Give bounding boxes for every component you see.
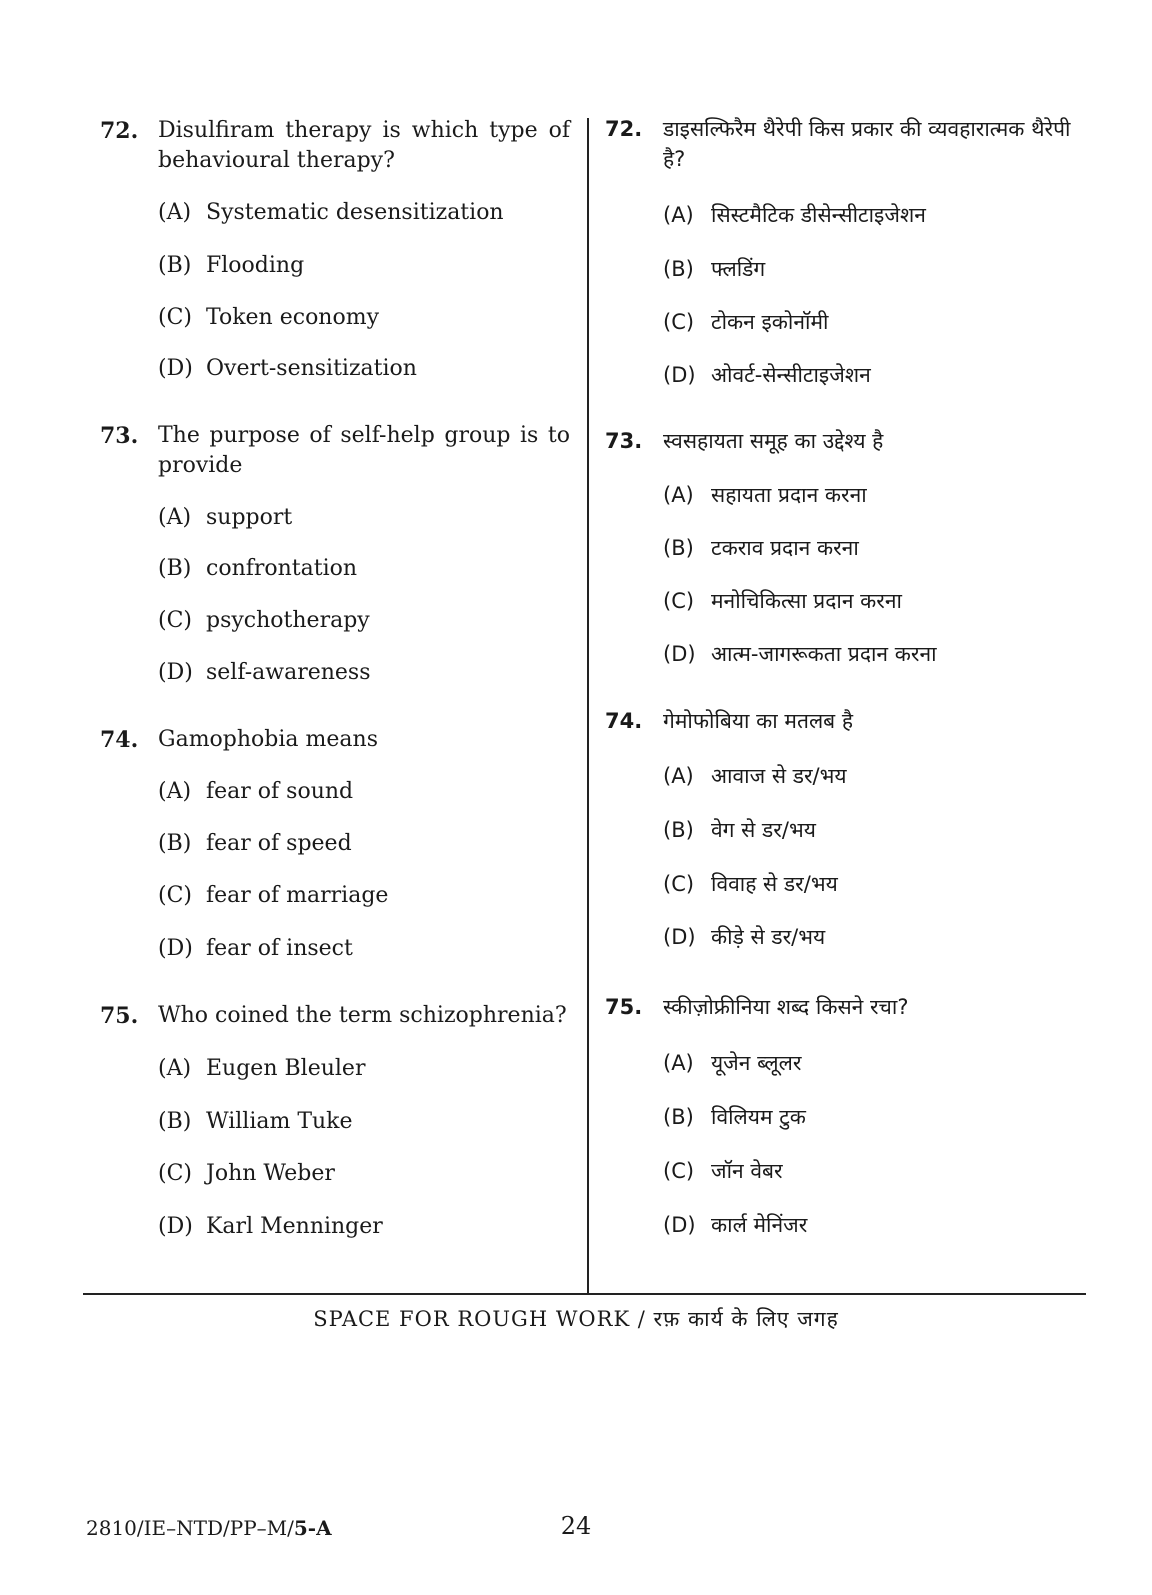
question-text: स्वसहायता समूह का उद्देश्य है <box>663 429 884 453</box>
option-b: (B) टकराव प्रदान करना <box>663 536 859 560</box>
question-74-en <box>100 725 570 961</box>
question-72-hi <box>605 114 1085 387</box>
option-b: (B) confrontation <box>158 556 358 581</box>
question-text: Who coined the term schizophrenia? <box>158 1003 567 1028</box>
question-75-en <box>100 1001 570 1239</box>
question-73-hi <box>605 426 1085 666</box>
question-text: Gamophobia means <box>158 727 378 752</box>
option-c: (C) fear of marriage <box>158 883 389 908</box>
question-number: 72. <box>100 118 139 144</box>
option-b: (B) फ्लडिंग <box>663 257 766 281</box>
option-d: (D) Karl Menninger <box>158 1214 383 1239</box>
option-d: (D) self-awareness <box>158 660 371 685</box>
question-74-hi <box>605 706 1085 949</box>
option-d: (D) Overt-sensitization <box>158 356 417 381</box>
option-d: (D) कार्ल मेनिंजर <box>663 1213 808 1237</box>
option-c: (C) मनोचिकित्सा प्रदान करना <box>663 589 902 613</box>
question-number: 75. <box>100 1003 139 1029</box>
column-divider <box>587 118 589 1293</box>
option-b: (B) William Tuke <box>158 1109 353 1134</box>
rough-work-label: SPACE FOR ROUGH WORK / रफ़ कार्य के लिए जगह <box>313 1307 839 1331</box>
question-number: 75. <box>605 995 643 1019</box>
option-c: (C) psychotherapy <box>158 608 370 633</box>
option-b: (B) विलियम टुक <box>663 1105 806 1129</box>
question-number: 73. <box>605 429 643 453</box>
option-a: (A) Eugen Bleuler <box>158 1056 366 1081</box>
question-text: स्कीज़ोफ्रीनिया शब्द किसने रचा? <box>663 995 909 1019</box>
option-b: (B) Flooding <box>158 253 305 278</box>
option-d: (D) कीड़े से डर/भय <box>663 925 826 949</box>
option-d: (D) fear of insect <box>158 936 353 961</box>
page-number: 24 <box>560 1512 592 1540</box>
question-text: गेमोफोबिया का मतलब है <box>663 709 853 733</box>
question-number: 73. <box>100 423 139 449</box>
option-a: (A) सिस्टमैटिक डीसेन्सीटाइजेशन <box>663 203 926 227</box>
option-a: (A) सहायता प्रदान करना <box>663 483 867 507</box>
question-number: 74. <box>605 709 643 733</box>
option-c: (C) टोकन इकोनॉमी <box>663 310 829 334</box>
option-a: (A) Systematic desensitization <box>158 200 504 225</box>
question-text: The purpose of self-help group is to provide <box>158 423 570 478</box>
paper-code: 2810/IE–NTD/PP–M/5-A <box>86 1516 332 1540</box>
option-a: (A) support <box>158 505 293 530</box>
question-number: 72. <box>605 117 643 141</box>
option-c: (C) Token economy <box>158 305 380 330</box>
question-text: डाइसल्फिरैम थैरेपी किस प्रकार की व्यवहारात्मक थैरेपी है? <box>663 117 1071 171</box>
question-75-hi <box>605 992 1085 1237</box>
rough-work-divider <box>83 1293 1086 1295</box>
option-d: (D) आत्म-जागरूकता प्रदान करना <box>663 642 937 666</box>
option-c: (C) विवाह से डर/भय <box>663 872 838 896</box>
question-text: Disulfiram therapy is which type of behavioural therapy? <box>158 118 570 173</box>
option-a: (A) आवाज से डर/भय <box>663 764 847 788</box>
option-c: (C) जॉन वेबर <box>663 1159 783 1183</box>
option-a: (A) fear of sound <box>158 779 354 804</box>
question-73-en <box>100 421 570 685</box>
question-number: 74. <box>100 727 139 753</box>
option-b: (B) fear of speed <box>158 831 352 856</box>
question-72-en <box>100 116 570 381</box>
option-a: (A) यूजेन ब्लूलर <box>663 1051 802 1075</box>
option-d: (D) ओवर्ट-सेन्सीटाइजेशन <box>663 363 871 387</box>
option-b: (B) वेग से डर/भय <box>663 818 816 842</box>
option-c: (C) John Weber <box>158 1161 335 1186</box>
